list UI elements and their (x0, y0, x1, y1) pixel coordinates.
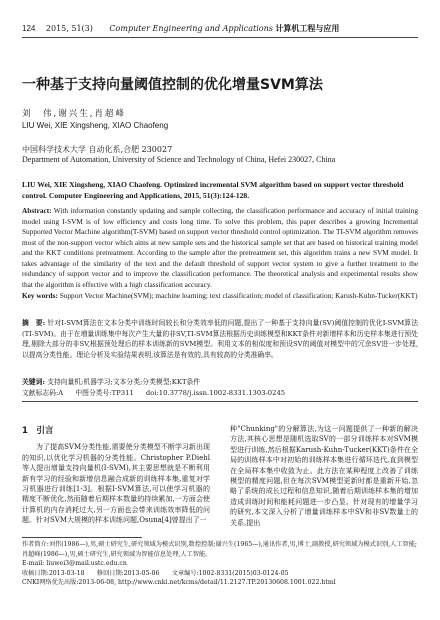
abstract-label: Abstract: (22, 206, 52, 215)
keywords-label: Key words: (22, 291, 58, 300)
footnotes (22, 540, 418, 588)
citation: LIU Wei, XIE Xingsheng, XIAO Chaofeng. Optimized incremental SVM algorithm based on support vector threshold control. Computer Engineering and Applications, 2015, 51(3):124-128. (22, 180, 404, 200)
cn-keywords-label: 关键词: (22, 378, 45, 386)
keywords-text: Support Vector Machine(SVM); machine learning; text classification; model of classification; Karush-Kuhn-Tucker(KKT) (59, 291, 418, 300)
clc-number: 中图分类号:TP311 (75, 389, 134, 397)
authors-cn: 刘 伟,谢兴生,肖超峰 (22, 109, 126, 119)
footnote-author-bio: 作者简介:刘伟(1986—),男,硕士研究生,研究领域为模式识别,数控控制;谢兴生(1965—),通讯作者,男,博士,副教授,研究领域为模式识别,人工智能;肖超峰(1986—),男,硕士研究生,研究领域为智能信息处理,人工智能。 (22, 541, 418, 558)
footnote-cnki: CNKI网络优先出版:2013-06-08, http://www.cnki.net/kcms/detail/11.2127.TP.20130608.1001.022.html (22, 579, 336, 587)
cn-keywords-text: 支持向量机;机器学习;文本分类;分类模型;KKT条件 (47, 378, 201, 386)
authors-en: LIU Wei, XIE Xingsheng, XIAO Chaofeng (22, 121, 169, 130)
paper-title: 一种基于支持向量阈值控制的优化增量SVM算法 (22, 77, 323, 93)
footnote-dates: 收稿日期:2013-03-18 修回日期:2013-05-06 文章编号:1002-8331(2015)03-0124-05 (22, 569, 289, 577)
journal-title-en: Computer Engineering and Applications (109, 24, 273, 33)
left-column (22, 424, 210, 526)
header-rule (22, 37, 418, 38)
doi: doi:10.3778/j.issn.1002-8331.1303-0245 (145, 389, 286, 397)
keywords-en (22, 291, 418, 302)
journal-volume: 2015, 51(3) (45, 24, 93, 33)
cn-abstract-text: 针对I-SVM算法在文本分类中训练时间较长和分类效率低的问题,提出了一种基于支持向量(SV)阈值控制的优化I-SVM算法(TI-SVM)。由于在増量训练集中每次产生大量的非SV,TI-SVM算法根据历史训练模型和KKT条件对新增样本和历史样本集进行预处理,剔除大部分的非SV,根据预处理后的样本训练新的SVM模型。利用文本的相似度和预设SV的阈值对模型中的冗余SV进一步处理,以提高分类性能。理论分析及实验结果表明,该算法是有效的,具有较高的分类准确率。 (22, 319, 418, 359)
doc-code: 文献标志码:A (22, 389, 64, 397)
affiliation-cn: 中国科学技术大学 自动化系,合肥 230027 (22, 145, 173, 154)
cn-abstract-label: 摘 要: (22, 319, 46, 327)
footnote-email: E-mail: liuwei3@mail.ustc.edu.cn (22, 560, 127, 568)
doc-info (22, 388, 418, 398)
section-rule (22, 401, 418, 402)
abstract-en (22, 206, 418, 290)
journal-title-cn: 计算机工程与应用 (275, 24, 340, 33)
abstract-cn (22, 318, 418, 360)
right-paragraph: 种"Chunking"的分解算法,为这一问题提供了一种新的解决方法,其核心思想是随机选取SV的一部分训练样本对SVM模型进行训练,然后根据Karush-Kuhn-Tucker(KKT)条件在全局的训练样本中对初始的训练样本集进行循环迭代,直到模型在全局样本集中收敛为止。此方法在某种程度上改善了训练模型的精度问题,但在每次SVM模型更新时都是重新开始,忽略了系统的成长过程和信息知识,随着后期训练样本集的增加造成训练时间和能耗问题进一步凸显。针对现有的增量学习的研究,本文深入分析了增量训练样本中SV和非SV数量上的关系,提出 (230, 425, 418, 527)
right-column (230, 424, 418, 528)
affiliation-en: Department of Automation, University of Science and Technology of China, Hefei 230027, China (22, 155, 336, 164)
abstract-text: With information constantly updating and sample collecting, the classification performance and accuracy of initial training model using I-SVM is of low efficiency and costs long time. To solve this problem, this paper describes a growing Incremental Supported Vector Machine algorithm(T-SVM) based on support vector threshold control optimization. The TI-SVM algorithm removes most of the non-support vector which aims at new sample sets and the historical sample set that are based on historical training model and the KKT conditions pretreatment. According to the sample after the pretreatment set, this algorithm trains a new SVM model. It takes advantage of the similarity of the text and the default threshold of support vector system to give a further treatment to the redundancy of support vector and to improve the classification performance. The theoretical analysis and experimental results show that the algorithm is effective with a high classification accuracy. (22, 206, 418, 289)
keywords-cn (22, 377, 418, 387)
page-number: 124 (22, 24, 36, 33)
section-heading: 1 引言 (22, 426, 54, 436)
running-header (22, 22, 418, 36)
left-paragraph: 为了提高SVM分类性能,需要使分类模型不断学习新出现的知识,以优化学习机器的分类性能。Christopher P.Diehl等人提出增量支持向量机(I-SVM),其主要思想就是不断利用新有学习的经验和新增信息融合成新的训练样本集,重复对学习机器进行训练[1-3]。根据I-SVM算法,可以使学习机器的精度不断优化,然而随着后期样本数量的持续累加,一方面会使计算机的内存消耗过大,另一方面也会带来训练效率降低的问题。针对SVM大规模的样本训练问题,Osuna[4]曾提出了一 (22, 443, 210, 525)
footnote-rule (22, 537, 142, 538)
